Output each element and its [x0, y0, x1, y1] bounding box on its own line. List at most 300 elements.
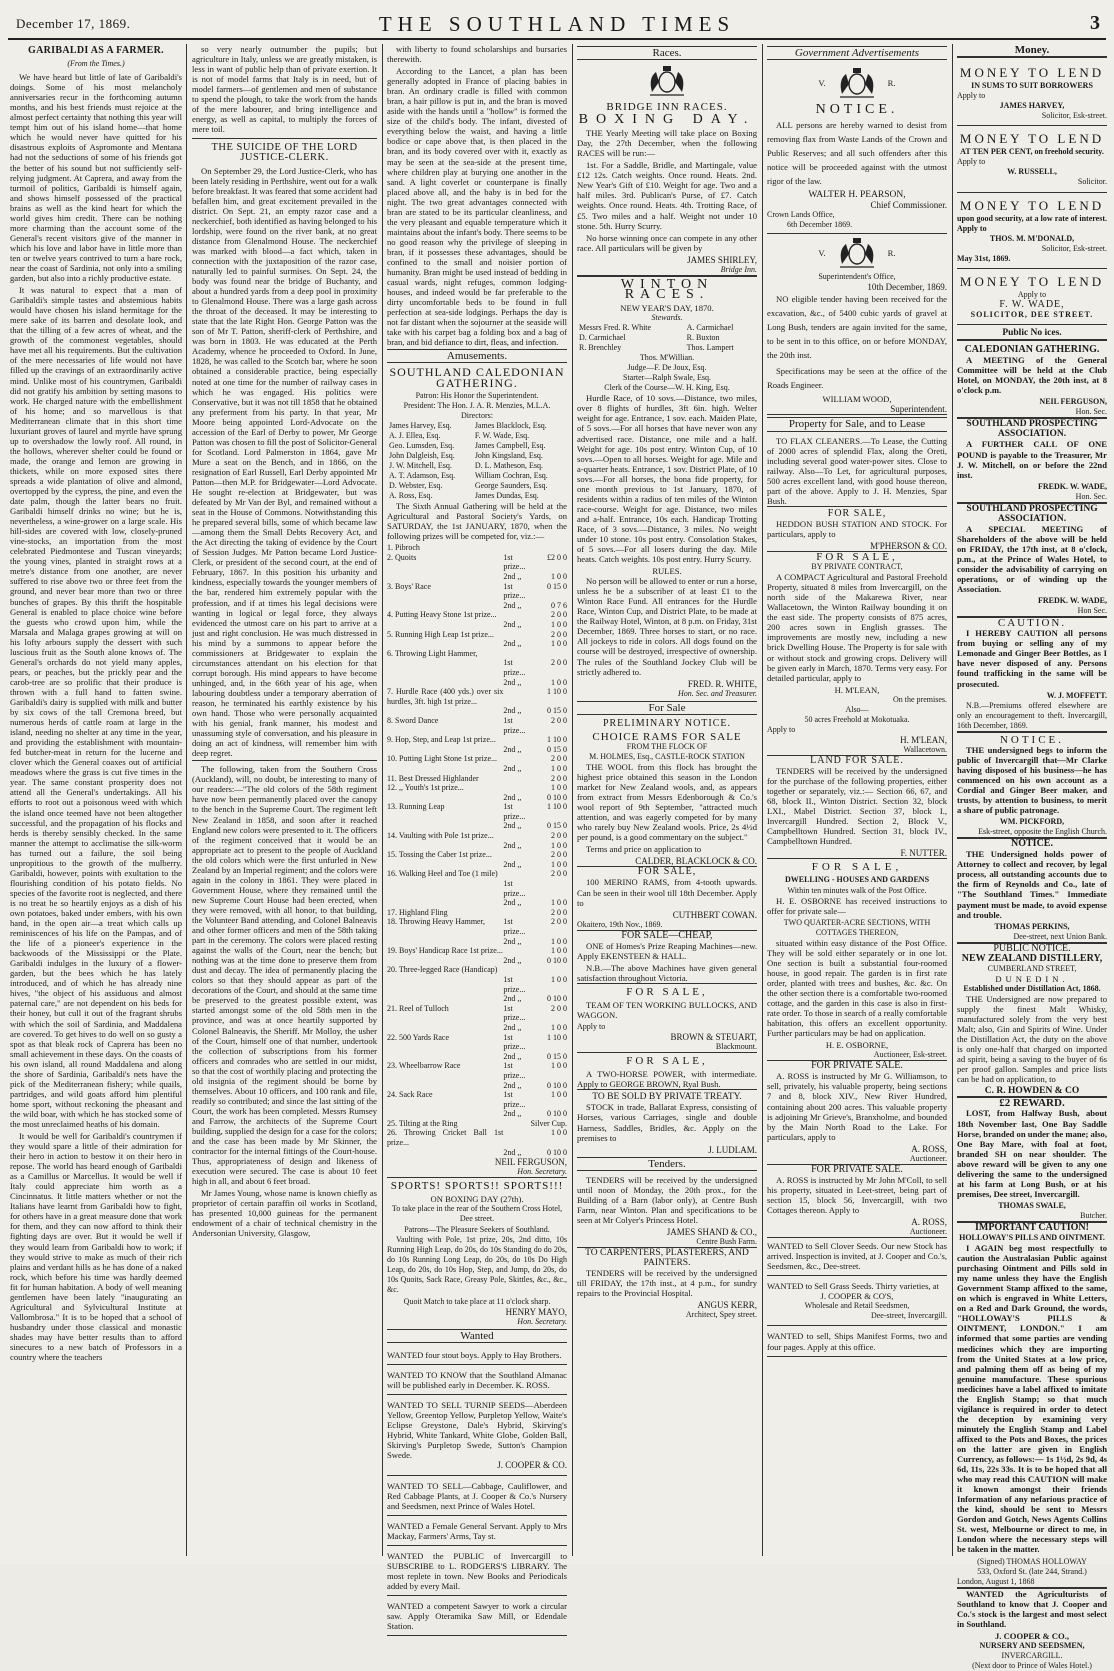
section-heading: Government Advertisements	[767, 46, 947, 60]
ad-title: CHOICE RAMS FOR SALE	[592, 730, 742, 743]
ad-title: NOTICE.	[1011, 838, 1053, 850]
prize-place: 2nd ,,	[503, 859, 522, 869]
ad-signature: CUTHBERT COWAN.	[672, 909, 757, 920]
prize-amount: 1 0 0	[551, 572, 567, 582]
prize-amount: 1 0 0	[551, 898, 567, 908]
ad-line: Clerk of the Course—W. H. King, Esq.	[604, 383, 730, 393]
prize-row	[387, 841, 567, 851]
prize-place: 2nd ,,	[503, 994, 522, 1004]
prize-row	[387, 764, 567, 774]
ad-line: Apply to	[767, 724, 796, 734]
prize-place: 2nd ,,	[503, 763, 522, 773]
article-title: THE SUICIDE OF THE LORD JUSTICE-CLERK.	[192, 138, 377, 163]
ad-line: 50 acres Freehold at Mokotuaka.	[804, 714, 910, 724]
prize-place	[503, 754, 530, 764]
ad-signature: W. RUSSELL,	[1007, 167, 1057, 177]
ad-signature: NEIL FERGUSON,	[1039, 397, 1107, 407]
prize-amount: 1 0 0	[551, 1090, 567, 1100]
prize-event: 6. Throwing Light Hammer,	[387, 648, 478, 658]
ad-paragraph: Vaulting with Pole, 1st prize, 20s, 2nd ditto, 10s Running High Leap, do 20s, do 10s Standing do do 20s, do 10s Running Long Leap, do 20s, do 10s Do High Leap, do 20s, do 10s Hop, Step, and Jump, do 20s, do 10s Quoits, Sack Race, Greasy Pole, Skittles, &c., &c., &c.	[387, 1234, 567, 1294]
ad-paragraph: The Sixth Annual Gathering will be held at the Agricultural and Pastoral Society's Yards, on SATURDAY, the 1st JANUARY, 1870, when the following prizes will be competed for, viz.:—	[387, 501, 567, 542]
classified-ad: WANTED to sell, Ships Manifest Forms, two and four pages. Apply at this office.	[767, 1328, 947, 1356]
prize-amount: 0 10 0	[547, 1147, 567, 1157]
ad-paragraph: No horse winning once can compete in any other race. All particulars will be given by	[577, 232, 757, 253]
prize-row	[387, 706, 567, 716]
prize-row	[387, 879, 567, 898]
ad-paragraph: No person will be allowed to enter or run a horse, unless he be a subscriber of at least £1 to the Winton Race Fund. All entrances for the Hurdle Race, Winton Cup, and District Plate, to be made at the Railway Hotel, Winton, at 8 p.m. on Friday, 31st December, 1869. Three horses to start, or no race. All jockeys to ride in colors. All dogs found on the course will be destroyed, irrespective of ownership. The rules of the Southland Jockey Club will be strictly adhered to.	[577, 576, 757, 677]
ad-title: MONEY TO LEND	[959, 65, 1105, 81]
director-name: D. L. Matheson, Esq.	[474, 460, 544, 470]
prize-amount: 2 0 0	[551, 629, 567, 639]
ad-signature: On the premises.	[893, 694, 947, 704]
prize-amount: 0 15 0	[547, 744, 567, 754]
ad-line: DUNEDIN.	[995, 973, 1069, 984]
crest-letter: R.	[887, 248, 896, 259]
prize-place: 2nd ,,	[503, 1109, 522, 1119]
ad-line: London, August 1, 1868	[957, 1577, 1107, 1589]
ad-signature: H. M'LEAN,	[900, 734, 947, 745]
column-divider	[186, 44, 187, 1556]
prize-amount: 2 0 0	[551, 917, 567, 927]
ad-title: NEW ZEALAND DISTILLERY,	[961, 952, 1103, 964]
ad-title: FOR SALE,	[816, 551, 898, 564]
director-name: J. W. Mitchell, Esq.	[389, 460, 452, 470]
ad-line: upon good security, at a low rate of interest. Apply to	[957, 213, 1107, 233]
section-heading: Tenders.	[577, 1157, 757, 1171]
section-heading: Amusements.	[387, 349, 567, 363]
royal-crest-row	[767, 234, 947, 272]
prize-row	[387, 735, 567, 745]
ad-paragraph: I AGAIN beg most respectfully to caution the Australasian Public against purchasing Ointment and Pills sold in my name unless they have the English Government Stamp affixed to the same, on which is engraved in White Letters, on a Red and Dark Ground, the words, "HOLLOWAY'S PILLS & OINTMENT, LONDON." I am informed that some parties are vending medicines which they are importing from the United States at a low price, and palming them off as being of my genuine manufacture. These spurious medicines have a label affixed to imitate the English Stamp; so that much vigilance is required in order to detect the deception by examining very minutely the English Stamp and Label affixed to the Pots and Boxes, the prices on the latter are given in English Currency, as follows:— 1s 1½d, 2s 9d, 4s 6d, 11s, 22s 33s. It is to be hoped that all who may read this CAUTION will make it known amongst their friends Information of any nefarious practice of the kind, should be sent to Messrs Gordon and Gotch, News Agents Collins St. west, Melbourne or direct to me, in London where the necessary steps will be taken in the matter.	[957, 1243, 1107, 1555]
prize-event: 19. Boys' Handicap Race 1st prize...	[387, 946, 503, 956]
prize-row	[387, 774, 567, 784]
prize-event	[387, 898, 503, 908]
ad-signature: (Signed) THOMAS HOLLOWAY	[977, 1556, 1087, 1566]
ad-title: IMPORTANT CAUTION!	[974, 1221, 1089, 1233]
ad-signature: Auctioneer.	[767, 1154, 947, 1165]
ad-signature: H. M'LEAN,	[834, 684, 880, 695]
prize-event: 10. Putting Light Stone 1st prize...	[387, 754, 497, 764]
ad-title: HOLLOWAY'S PILLS AND OINTMENT.	[959, 1233, 1105, 1243]
ad-line: DWELLING - HOUSES AND GARDENS	[784, 875, 930, 885]
column-1	[10, 44, 182, 1556]
ad-signature: THOMAS PERKINS,	[994, 921, 1070, 931]
article-paragraph: It would be well for Garibaldi's countrymen if they would spare a little of their admiration for their hero in action to bestow it on their hero in repose. The world has heard enough of Garibaldi as a Camillus or Marcellus. It would be well if Italy could appreciate him worth as a Cincinnatus. It little matters whether or not the Italians have learnt from Garibaldi how to fight, for others have in a great measure done that work for them, and they can now afford to think their fighting days are over. But it would be well if they would learn from Garibaldi how to work; if they would strive to make as much of their rich plains and verdant hills as he has done of a naked rock, which before his time was hardly deemed fit for human habitation. A body of well meaning gentlemen have been lately "inaugurating an Agricultural and Sylvicultural Institute at Vallombrosa." It is to be hoped that a school of husbandry under those classical and monastic shades may have better results than to afford sinecures to a new batch of Professors in a country where the teachers	[10, 1131, 182, 1363]
ad-title: FOR SALE,	[827, 507, 887, 519]
prize-row	[387, 649, 567, 659]
prize-row	[387, 1023, 567, 1033]
ad-signature: Hon. Sec. and Treasurer.	[678, 688, 757, 698]
ad-title: TO BE SOLD BY PRIVATE TREATY.	[592, 1092, 742, 1103]
ad-paragraph: A. ROSS is instructed by Mr G. Williamson, to sell, privately, his valuable property, being sections 7 and 8, block XIV., New River Hundred, containing about 200 acres. This valuable property is adjoining Mr Grieve's, Branxholme, and bounded by the Main North Road to the Lake. For particulars, apply to	[767, 1071, 947, 1142]
article-paragraph: Mr James Young, whose name is known chiefly as proprietor of certain paraffin oil works in Scotland, has presented 10,000 guineas for the permanent endowment of a chair of technical chemistry in the Andersonian University, Glasgow,	[192, 1188, 377, 1239]
prize-row	[387, 1081, 567, 1091]
ad-signature: Dee-street, next Union Bank.	[957, 932, 1107, 944]
ad-paragraph: ONE of Homes's Prize Reaping Machines—new. Apply EKENSTEEN & HALL.	[577, 940, 757, 961]
prize-row	[387, 639, 567, 649]
prize-amount: 1 0 0	[551, 859, 567, 869]
ad-paragraph: THE Undersigned holds power of Attorney to collect and recover, by legal process, all outstanding accounts due to the firm of Reynolds and Co., late of "The Southland Times." Immediate payment must be made, to avoid expense and trouble.	[957, 849, 1107, 920]
prize-amount	[531, 879, 567, 898]
prize-place	[503, 965, 530, 975]
ad-title: CAUTION.	[997, 617, 1067, 630]
article-paragraph: According to the Lancet, a plan has been generally adopted in France of placing babies in bran. An ordinary cradle is filled with common bran, a hair pillow is put in, and the bran is moved aside with the hands until a "hollow" is formed the size of the child's body. The infant, divested of everything below the waist, and having a little bodice or cape above that, is then placed in the bran, and its body covered over with it, exactly as may be seen at the sea-side at the present time, where children play at burying one another in the sand. A light coverlet or counterpane is finally placed above all, and the baby is in bed for the night. The two great advantages connected with bran are stated to be its particular cleanliness, and the very pleasant and equable temperature which it maintains about the infant's body. There seems to be no good reason why the privilege of sleeping in bran, if it possesses these advantages, should be confined to the small and noisier portion of humanity. Bran might be used instead of bedding in casual wards, night refuges, common lodging-houses, and indeed would be far preferable to the dirty uncomfortable beds to be found in full perfection at sea-side lodgings. Perhaps the day is not far distant when the sojourner at the seaside will take with his carpet bag a folding box and a bag of bran, and bid defiance to dirt, fleas, and infection.	[387, 66, 567, 348]
prize-amount: 2 0 0	[551, 869, 567, 879]
section-heading: Races.	[577, 46, 757, 60]
ad-signature: Architect, Spey street.	[685, 1310, 757, 1320]
ad-line: 10th December, 1869.	[867, 282, 947, 293]
prize-event: 4. Putting Heavy Stone 1st prize...	[387, 610, 497, 620]
prize-place: 2nd ,,	[503, 1022, 522, 1032]
ad-signature: THOMAS SWALE,	[998, 1200, 1066, 1210]
ad-signature: WALTER H. PEARSON,	[808, 190, 906, 201]
prize-row	[387, 802, 567, 821]
ad-paragraph: Hurdle Race, of 10 sovs.—Distance, two miles, over 8 flights of hurdles, 3ft 6in. high. Welter weight for age. Entrance, 1 sov. each. Maiden Plate, of 5 sovs.—For all horses that have never won any advertised race. Distance, one mile and a half. Weight for age. 10s post entry. Winton Cup, of 10 sovs.—Open to all horses. Weight for age. Mile and a-quarter heats. Entrance, 1 sov. District Plate, of 10 sovs.—For all horses, the bona fide property, for one month previous to 1st January, 1870, of residents within a radius of ten miles of the Winton race-course. Weight for age. Distance, two miles and a-half. Entrance, 10s each. Handicap Trotting Race, of 3 sovs.—Distance, 3 miles. No weight under 10 stone. 10s post entry. Consolation Stakes, of 5 sovs.—For all losers during the day. Mile heats. Catch weights. 10s post entry. Hurry Scurry.	[577, 393, 757, 565]
prize-amount: 0 15 0	[547, 821, 567, 831]
prize-place: 1st prize...	[503, 1003, 526, 1023]
ad-signature: W. J. MOFFETT.	[1046, 690, 1107, 700]
steward-name: A. Carmichael	[686, 322, 734, 332]
prize-event	[387, 1052, 503, 1062]
prize-amount: Silver Cup.	[530, 1118, 567, 1128]
prize-amount: 1 0 0	[551, 1061, 567, 1071]
ad-title: MONEY TO LEND	[959, 131, 1105, 147]
prize-amount: 0 10 0	[547, 955, 567, 965]
ad-paragraph: 1st. For a Saddle, Bridle, and Martingale, value £12 12s. Catch weights. Once round. Heats. 2nd. New Year's Gift of £10. Weight for age. Two and a half miles. 3rd. Publican's Purse, of £7. Catch weights. Once round. Heats. 4th. Trotting Race, of £5. Two miles and a half. Weight not under 10 stone. 5th. Hurry Scurry.	[577, 160, 757, 231]
ad-line: Also—	[845, 704, 869, 714]
ad-title: PUBLIC NOTICE.	[993, 942, 1071, 954]
ad-signature: Bridge Inn.	[577, 265, 757, 277]
prize-place: 1st prize...	[503, 552, 526, 572]
prize-place: 1st prize...	[503, 974, 526, 994]
ad-signature: Dee-street, Invercargill.	[870, 1311, 947, 1321]
prize-amount: 0 10 0	[547, 1080, 567, 1090]
prize-row	[387, 1052, 567, 1062]
ad-line: Apply to	[1017, 289, 1047, 299]
prize-event: 11. Best Dressed Highlander	[387, 773, 479, 783]
prize-place	[503, 649, 530, 659]
ad-paragraph: I HEREBY CAUTION all persons from buying or selling any of my Lemonade and Ginger Beer Bottles, as I have never disposed of any. Persons found trafficking in the same will be prosecuted.	[957, 628, 1107, 689]
column-divider	[952, 44, 953, 1556]
prize-event	[387, 678, 503, 688]
section-heading: Public No ices.	[957, 327, 1107, 341]
prize-row	[387, 975, 567, 994]
ad-paragraph: H. E. OSBORNE has received instructions to offer for private sale—	[767, 895, 947, 916]
ad-line: Quoit Match to take place at 11 o'clock sharp.	[403, 1296, 551, 1306]
ad-title: MONEY TO LEND	[959, 273, 1105, 289]
ad-signature: F. NUTTER.	[767, 848, 947, 859]
royal-crest-icon	[832, 236, 882, 270]
prize-amount: 1 0 0	[551, 620, 567, 629]
director-name: A. T. Adamson, Esq.	[389, 470, 456, 480]
ad-title: NOTICE.	[815, 102, 899, 118]
steward-name: R. Brenchley	[579, 343, 622, 353]
prize-event	[387, 620, 503, 630]
prize-row	[387, 850, 567, 860]
column-5	[767, 44, 947, 1556]
masthead	[8, 10, 1106, 40]
classified-ad: WANTED TO SELL—Cabbage, Cauliflower, and Red Cabbage Plants, at J. Cooper & Co.'s Nursery and Seedsmen, next Prince of Wales Hotel.	[387, 1478, 567, 1516]
prize-place: 2nd ,,	[503, 620, 522, 629]
ad-signature: Hon. Secretary.	[387, 1167, 567, 1178]
prize-event: 9. Hop, Step, and Leap 1st prize...	[387, 735, 496, 745]
ad-signature: F. W. WADE,	[999, 298, 1065, 310]
prize-row	[387, 620, 567, 630]
ad-paragraph: A. ROSS is instructed by Mr John M'Coll, to sell his property, situated in Leet-street, being part of section 15, block 56, Invercargill, with two Cottages thereon. Apply to	[767, 1174, 947, 1215]
ad-line: Stewards.	[651, 312, 683, 322]
prize-amount: 1 0 0	[551, 936, 567, 946]
ad-signature: NURSERY AND SEEDSMEN,	[979, 1640, 1085, 1650]
prize-event	[387, 1081, 503, 1091]
ad-signature: Esk-street, opposite the English Church.	[957, 827, 1107, 839]
ad-signature: J. COOPER & CO.,	[995, 1630, 1069, 1641]
ad-signature: Butcher.	[957, 1211, 1107, 1223]
ad-line: TWO QUARTER-ACRE SECTIONS, WITH COTTAGES THEREON,	[783, 917, 931, 937]
ad-title: NOTICE.	[999, 733, 1065, 746]
ad-line: Apply to	[957, 91, 986, 101]
prize-row	[387, 917, 567, 936]
ad-signature: NEIL FERGUSON,	[494, 1157, 567, 1168]
prize-amount: 2 0 0	[551, 1003, 567, 1013]
ad-signature: Centre Bush Farm.	[577, 1237, 757, 1248]
column-6	[957, 44, 1107, 1670]
prize-amount: 1 10 0	[547, 735, 567, 745]
classified-ad: WANTED the PUBLIC of Invercargill to SUBSCRIBE to L. RODGERS'S LIBRARY. The most replete in town. New Books and Periodicals added by every Mail.	[387, 1548, 567, 1596]
prize-event	[387, 601, 503, 611]
ad-paragraph: TENDERS will be received by the undersigned until noon of Monday, the 20th prox., for the Building of a Barn (labor only), at Centre Bush Farm, near Winton. Plan and specifications to be seen at Mr Colyer's Princess Hotel.	[577, 1174, 757, 1225]
ad-signature: J. COOPER & CO.	[497, 1460, 567, 1471]
article-paragraph: with liberty to found scholarships and bursaries therewith.	[387, 44, 567, 65]
ad-paragraph: situated within easy distance of the Post Office. They will be sold either separately or in one lot. One section is built a substantial four-roomed house, in good repair. The garden is in first rate order, planted with trees and bushes, &c. &c. On the other section there is a comfortable two-roomed cottage, and the garden in this case is also in first-rate order. To those in search of a really comfortable habitation, this offers an excellent opportunity. Further particulars may be had on application.	[767, 937, 947, 1039]
ad-signature: Solicitor.	[1077, 177, 1107, 187]
ad-signature: FRED. R. WHITE,	[687, 678, 757, 689]
prize-place: 2nd ,,	[503, 1051, 522, 1061]
money-ad	[957, 62, 1107, 126]
prize-amount: 2 0 0	[551, 610, 567, 620]
prize-row	[387, 553, 567, 572]
prize-place: 2nd ,,	[503, 936, 522, 946]
column-3	[387, 44, 567, 1632]
ad-title: PRELIMINARY NOTICE.	[602, 717, 732, 729]
prize-row	[387, 1148, 567, 1158]
prize-event	[387, 994, 503, 1004]
prize-amount: 2 0 0	[551, 754, 567, 764]
ad-paragraph: HEDDON BUSH STATION AND STOCK. For particulars, apply to	[767, 518, 947, 539]
prize-place: 1st prize...	[503, 581, 526, 601]
prize-amount: 1 0 0	[551, 763, 567, 773]
ad-paragraph: N.B.—The above Machines have given general satisfaction throughout Victoria.	[577, 962, 757, 983]
director-name: George Saunders, Esq.	[474, 480, 548, 490]
ad-signature: SOLICITOR, DEE STREET.	[970, 309, 1094, 319]
ad-line: Thos. M'Willian.	[639, 353, 695, 363]
ad-line: IN SUMS TO SUIT BORROWERS	[971, 81, 1093, 91]
royal-crest-row	[767, 64, 947, 102]
ad-subtitle: BOXING DAY.	[578, 112, 756, 128]
prize-event	[387, 745, 503, 755]
ad-title: SOUTHLAND PROSPECTING ASSOCIATION.	[966, 503, 1098, 524]
prize-event	[387, 975, 503, 994]
ad-signature: Wallacetown.	[767, 745, 947, 756]
prize-event	[387, 1023, 503, 1033]
ad-subtitle: RULES.	[652, 566, 682, 577]
steward-name: R. Buxton	[686, 333, 720, 343]
ad-signature: BROWN & STEUART,	[670, 1032, 757, 1043]
prize-place: 2nd ,,	[503, 792, 522, 802]
ad-paragraph: WANTED the Agriculturists of Southland to know that J. Cooper and Co.'s stock is the largest and most select in Southland.	[957, 1588, 1107, 1629]
ad-title: FOR PRIVATE SALE.	[811, 1060, 903, 1072]
prize-amount: 2 0 0	[551, 715, 567, 725]
prize-row	[387, 678, 567, 688]
directors-table	[387, 421, 567, 501]
issue-date: December 17, 1869.	[16, 16, 131, 31]
prize-amount: 1 0 0	[551, 840, 567, 850]
prize-event: 22. 500 Yards Race	[387, 1032, 449, 1042]
prize-row	[387, 687, 567, 706]
ad-signature: Hon Sec.	[957, 606, 1107, 618]
director-name: James Blacklock, Esq.	[474, 420, 547, 430]
royal-crest-icon	[832, 66, 882, 100]
prize-row	[387, 601, 567, 611]
prize-event	[387, 793, 503, 803]
ad-title: SOUTHLAND CALEDONIAN GATHERING.	[389, 365, 565, 390]
ad-line: Patron: His Honor the Superintendent.	[415, 390, 539, 400]
article-paragraph: We have heard but little of late of Garibaldi's doings. Some of his most melancholy anniversaries recur in the forthcoming autumn months, and his best friends must rejoice at the almost perfect certainty that nothing this year will tempt him out of his island home—that home which he would never have quitted for his disastrous exploits of Aspromonte and Mentana had not the seductions of some of his friends got the better of his sound but not sufficiently self-relying judgment. At Caprera, and away from the turmoil of politics, Garibaldi is himself again, and shows himself possessed of the practical brains as well as the kind heart for which the world gives him credit. There can be nothing more charming than the account some of the General's recent visitors give of the manner in which his love and labor have in little more than ten or twelve years contrived to turn a bare rock, near the coast of Sardinia, not only into a smiling garden, but also into a richly productive estate.	[10, 72, 182, 284]
ad-line: May 31st, 1869.	[957, 253, 1011, 263]
prize-amount: 0 15 0	[547, 706, 567, 716]
prize-row	[387, 956, 567, 966]
ad-signature: HENRY MAYO,	[505, 1306, 567, 1317]
ad-title: BRIDGE INN RACES.	[606, 101, 728, 114]
prize-amount	[531, 965, 567, 975]
prize-amount: 1 0 0	[551, 974, 567, 984]
prize-event	[387, 956, 503, 966]
prize-row	[387, 946, 567, 956]
steward-name: Thos. Lampert	[686, 343, 734, 353]
prize-row	[387, 745, 567, 755]
article-title: GARIBALDI AS A FARMER.	[28, 45, 164, 56]
ad-signature: Blackmount.	[577, 1042, 757, 1053]
ad-signature: JAMES SHAND & CO.,	[666, 1226, 757, 1237]
ad-title: WINTON RACES.	[620, 276, 714, 302]
prize-event: 25. Tilting at the Ring	[387, 1118, 458, 1128]
ad-signature: Superintendent.	[767, 404, 947, 415]
ad-paragraph: TO FLAX CLEANERS.—To Lease, the Cutting of 2000 acres of splendid Flax, along the Oreti, including several good water-power sites. Close to railway. Also—To Let, for agricultural purposes, 500 acres excellent land, with good house thereon, part of the above. Apply to J. H. Menzies, Spar Bush.	[767, 435, 947, 506]
newspaper-title: THE SOUTHLAND TIMES	[378, 12, 736, 36]
prize-row	[387, 716, 567, 735]
ad-line: Established under Distillation Act, 1868.	[963, 983, 1101, 993]
director-name: Geo. Lumsden, Esq.	[389, 440, 455, 450]
prize-place: 2nd ,,	[503, 1147, 522, 1157]
section-heading: Wanted	[387, 1329, 567, 1343]
page-number: 3	[1090, 12, 1100, 34]
prize-row	[387, 630, 567, 640]
ad-paragraph: A TWO-HORSE POWER, with intermediate. Apply to GEORGE BROWN, Ryal Bush.	[577, 1069, 757, 1090]
ad-text: WANTED TO SELL TURNIP SEEDS—Aberdeen Yellow, Greentop Yellow, Purpletop Yellow, Waite's Eclipse Greystone, Dale's Hybrid, Skirving's Hybrid, White Tankard, White Globe, Golden Ball, Skirving's Purpletop Swede, Sutton's Champion Swede.	[387, 1400, 567, 1461]
ad-line: Judge—F. De Joux, Esq.	[627, 363, 707, 373]
prize-event: 1. Pibroch	[387, 543, 420, 553]
ad-signature: (Next door to Prince of Wales Hotel.)	[972, 1660, 1092, 1670]
prize-row	[387, 965, 567, 975]
prize-row	[387, 831, 567, 841]
prize-row	[387, 821, 567, 831]
prize-place	[503, 1119, 530, 1129]
prize-place: 1st prize...	[503, 715, 526, 735]
prize-place: 2nd ,,	[503, 639, 522, 649]
prize-amount: 1 10 0	[547, 687, 567, 697]
prize-place	[503, 908, 530, 918]
classified-ad	[387, 1397, 567, 1475]
prize-amount: 2 0 0	[551, 658, 567, 668]
prize-row	[387, 898, 567, 908]
section-heading: Property for Sale, and to Lease	[767, 417, 947, 431]
ad-line: Okaitero, 19th Nov., 1869.	[577, 920, 757, 931]
ad-signature: JAMES SHIRLEY,	[687, 254, 757, 265]
prize-amount: 0 7 6	[551, 600, 567, 610]
ad-title: LAND FOR SALE.	[810, 754, 904, 766]
prize-amount: 1 0 0	[551, 946, 567, 956]
classified-ad: WANTED a competent Sawyer to work a circular saw. Apply Oteramika Saw Mill, or Edendale Station.	[387, 1598, 567, 1636]
prize-event: 23. Wheelbarrow Race	[387, 1061, 461, 1071]
ad-paragraph: Terms and price on application to	[586, 844, 702, 855]
article-paragraph: It was natural to expect that a man of Garibaldi's simple tastes and abstemious habits would have chosen his island hermitage for the mere sake of its barren and desolate look, and that the tilling of a few acres of wheat, and the growth of the commonest vegetables, should have met all his requirements. But the cultivation of the mere necessaries of life would not have filled up the cravings of an extraordinarily active mind. Unlike most of his countrymen, Garibaldi did not gratify his ambition by setting masons to work. He charged nature with the embellishment of his home; and so marvellous is that Mediterranean climate that in this short time luxuriant groves of laurel and myrtle have sprung up to overshadow the lowly roof. All round, in the hollows, wherever shelter could be found or made, the orange and lemon are growing in thickets, while on more exposed sites there spreads a wide plantation of olive and almond, overtopped by the cypress, the pine, and even the date palm, though the latter bears no fruit. Garibaldi himself drinks no wine; but he is, nevertheless, a wine-grower on a large scale. His hill-sides are covered with low, closely-pruned vine-stocks, an importation from the most celebrated Piedmontese and Tuscan vineyards; the young vines, planted in straight rows at a metre's distance from one another, are never suffered to rise above two or three feet from the ground, and never bear more than two or three bunches of grapes. By this thrift the hospitable General is enabled to place choice wine before the guests who crowd upon him, while the Marsala and Malaga grapes growing at will on his lofty arbours supply the dessert with such luscious fruit as the South alone knows of. The General's orchards do not yield many apples, pears, or peaches, but the prickly pear and the carob-tree are so prolific that their produce is thrown with a full hand to fatten swine. Garibaldi's dairy is supplied with milk and butter by six cows of the tall Cremona breed, but numerous herds of cattle roam at large in the island, needing no shelter at any time in the year, and providing the establishment with mountain-fed butcher-meat in return for the lucerne and clover which the General coaxes out of artificial meadows where the grass is cut five times in the year. The same constant prosperity does not attend all the General's undertakings. All his efforts to root out a poisonous weed with which the island once teemed have not been altogether successful, and the propagation of his flocks and herds is thereby sensibly checked. In the same manner the attempt to acclimatise the silk-worm has turned out a failure, the soil being unpropitious to the growth of the mulberry. Garibaldi, however, points with exultation to the flourishing condition of his potato fields. No species of the favorite root is neglected, and there is no treat he so heartily enjoys as a dish of his own potatoes, baked under embers, with his own hand, in the open air—a treat which calls up reminiscences of his life on the Pampas, and of the life of a pioneer's experience in the backwoods of the Mississippi or the Plate. Garibaldi indulges in the luxury of a flower-garden, but the bees which he has lately introduced, and of which he has already nine hives, "the object of his assiduous and almost paternal care," are not dependent on his beds for their honey, but cull it out of the fragrant shrubs with which the soil of Sardinia, and Maddalena are covered. To get hives to do well on so gusty a spot as that bleak rock of Caprera has been no small achievement in these days. On the coasts of his own island, all round Maddalena and along the shore of Sardinia, Garibaldi's nets have the pick of the Mediterranean fishery; while quails, partridges, and wild goats afford him plentiful home sport, without reckoning the pheasant and the wild boar, with which he has stocked some of the most unreclaimed heaths of his domain.	[10, 285, 182, 1129]
prize-table	[387, 543, 567, 1157]
ad-signature: Chief Commissioner.	[870, 200, 947, 211]
ad-signature: Hon. Secretary.	[517, 1316, 567, 1326]
prize-amount: 1 0 0	[551, 783, 567, 793]
ad-paragraph: LOST, from Halfway Bush, about 18th November last, One Bay Saddle Horse, branded on under the mane; also, One Bay Mare, with foal at foot, branded SH on near shoulder. The above reward will be given to any one delivering the same to the undersigned at his farm at Long Bush, or at his premises, Dee street, Invercargill.	[957, 1108, 1107, 1199]
ad-title: FOR PRIVATE SALE.	[811, 1163, 903, 1175]
prize-amount: 1 0 0	[551, 1022, 567, 1032]
prize-amount: 1 0 0	[551, 1128, 567, 1138]
prize-place: 1st prize...	[503, 1061, 526, 1080]
prize-event: 14. Vaulting with Pole 1st prize...	[387, 831, 494, 841]
director-name: William Cochran, Esq.	[474, 470, 548, 480]
prize-amount: 2 0 0	[551, 831, 567, 841]
ad-signature: J. LUDLAM.	[708, 1144, 757, 1155]
ad-line: President: The Hon. J. A. R. Menzies, M.L.A.	[403, 400, 551, 410]
ad-line: To take place in the rear of the Southern Cross Hotel, Dee street.	[391, 1204, 563, 1224]
money-ad	[957, 271, 1107, 325]
ad-paragraph: 100 MERINO RAMS, from 4-tooth upwards. Can be seen in their wool till 18th December. Apply to	[577, 877, 757, 908]
prize-place	[503, 630, 530, 640]
prize-row	[387, 994, 567, 1004]
prize-place: 2nd ,,	[503, 1080, 522, 1090]
prize-place: 1st prize...	[503, 658, 526, 677]
prize-event: 15. Tossing the Caber 1st prize...	[387, 850, 492, 860]
director-name: John Dalgleish, Esq.	[389, 450, 455, 460]
ad-line: Patrons—The Pleasure Seekers of Southland.	[404, 1224, 550, 1234]
ad-title: TO CARPENTERS, PLASTERERS, AND PAINTERS.	[585, 1248, 749, 1269]
prize-place: 1st prize...	[503, 802, 526, 821]
ad-line: CUMBERLAND STREET,	[987, 963, 1077, 973]
prize-event	[387, 764, 503, 774]
prize-event: 12. ,, Youth's 1st prize...	[387, 783, 464, 793]
crest-letter: V.	[818, 248, 826, 259]
ad-signature: INVERCARGILL.	[1001, 1650, 1063, 1660]
prize-amount: 1 0 0	[551, 677, 567, 687]
prize-event: 16. Walking Heel and Toe (1 mile)	[387, 869, 498, 879]
ad-paragraph: TENDERS will be received by the undersigned for the purchase of the following properties, either together or separately, viz.:— Section 66, 67, and 68, block II., Winton District. Section 32, block LXI., Mabel District. Section 37, block I., Invercargill Hundred. Section 2, Block V., Campbelltown Hundred. Section 31, block IV., Campbelltown Hundred.	[767, 766, 947, 847]
ad-signature: WILLIAM WOOD,	[822, 394, 892, 405]
ad-paragraph: ALL persons are hereby warned to desist from removing flax from Waste Lands of the Crown and Public Reserves; and all such offenders after this notice will be proceeded against with the utmost rigor of the law.	[767, 120, 947, 187]
prize-place	[503, 735, 530, 745]
director-name: A. J. Ellea, Esq.	[389, 430, 441, 440]
prize-place: 1st prize...	[503, 879, 526, 898]
prize-event	[387, 937, 503, 947]
ad-signature: ANGUS KERR,	[697, 1300, 757, 1311]
ad-signature: A. ROSS,	[911, 1143, 947, 1154]
prize-row	[387, 572, 567, 582]
